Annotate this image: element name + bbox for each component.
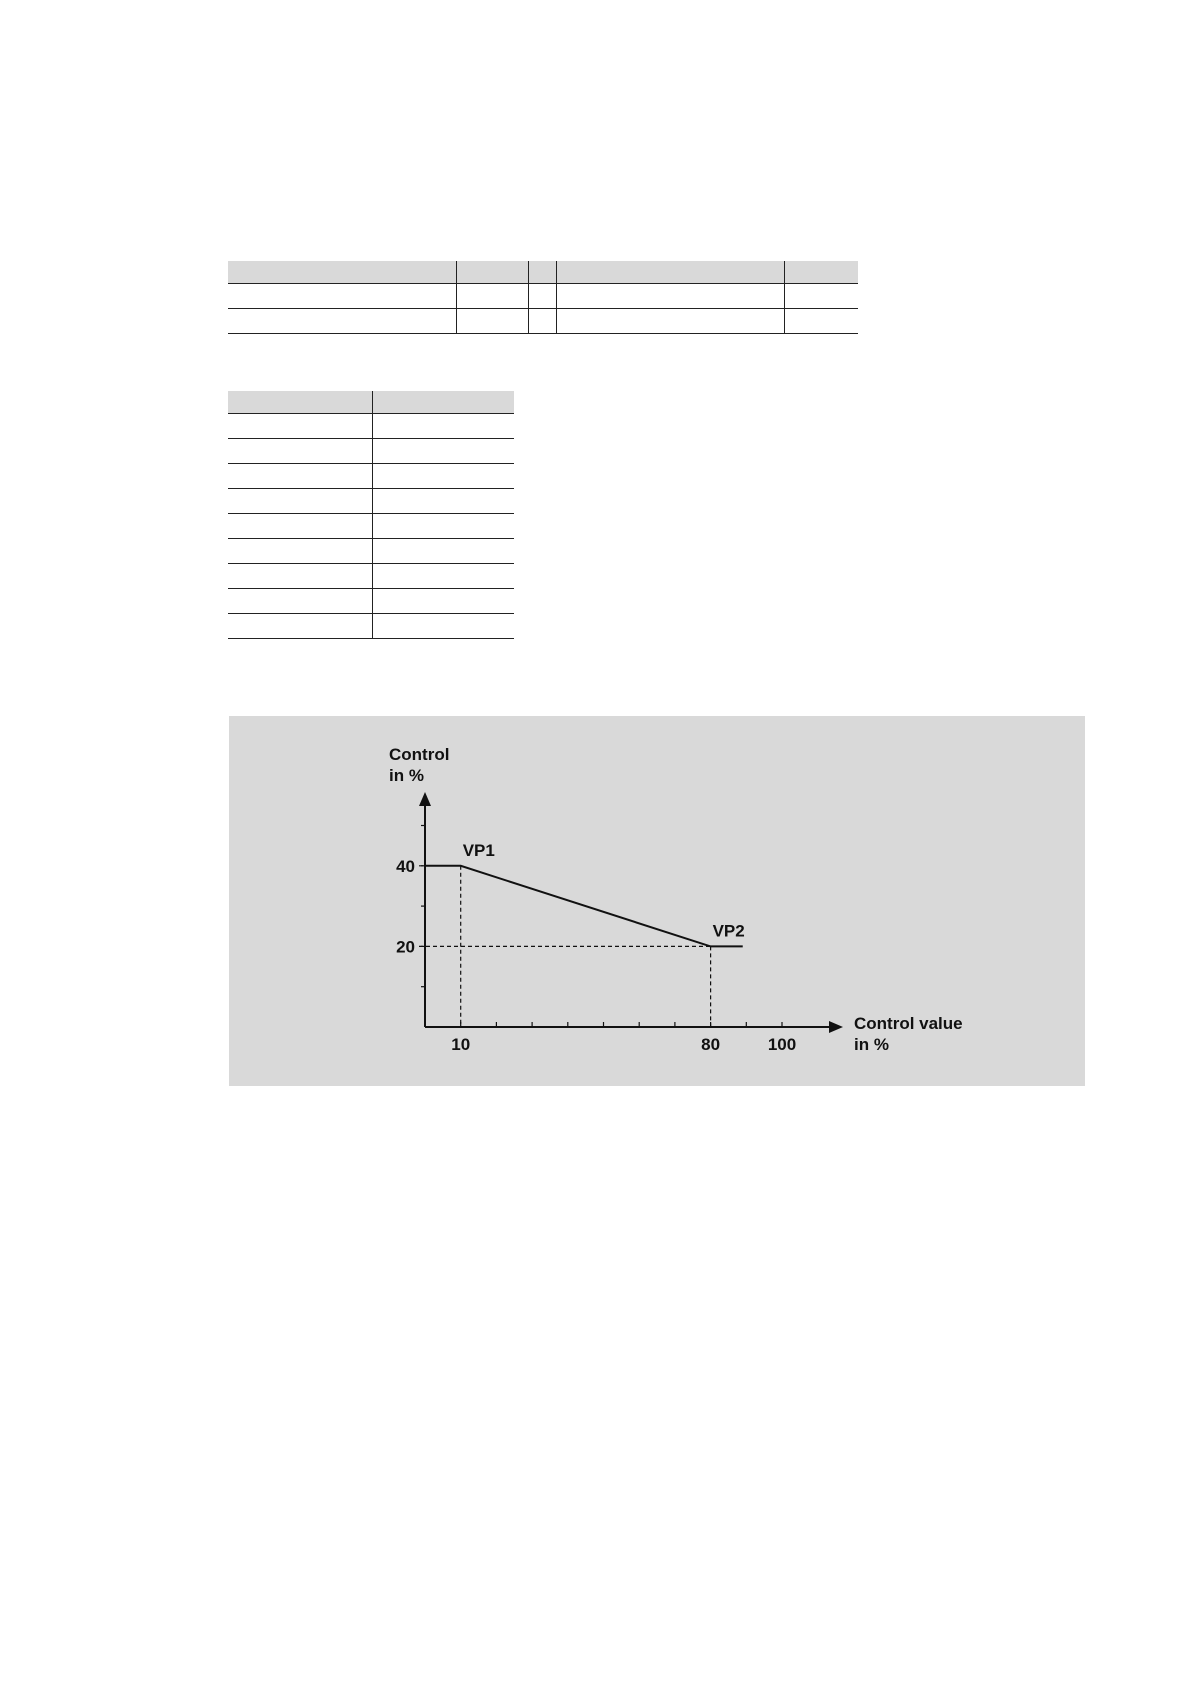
x-axis-arrow [829, 1021, 843, 1033]
point-label-vp1: VP1 [462, 840, 495, 860]
table-row [228, 309, 858, 334]
x-axis-label-line-1: Control value [854, 1014, 963, 1033]
table-row [228, 489, 514, 514]
y-axis-label-line-1: Control [389, 745, 450, 764]
y-tick-label: 40 [396, 856, 415, 876]
table-row [228, 414, 514, 439]
table-row [228, 589, 514, 614]
table-row [228, 514, 514, 539]
y-tick-label: 20 [396, 937, 415, 957]
series-line [425, 866, 743, 947]
x-tick-label: 100 [767, 1035, 797, 1054]
table-header-row [228, 391, 514, 414]
y-axis-arrow [419, 792, 431, 806]
table-row [228, 284, 858, 309]
table-row [228, 564, 514, 589]
x-axis-label-line-2: in % [854, 1035, 889, 1054]
chart-panel [229, 716, 1085, 1086]
y-axis-label-line-2: in % [389, 766, 424, 785]
table-row [228, 464, 514, 489]
table-row [228, 614, 514, 639]
parameter-table-top [228, 261, 858, 334]
value-table [228, 391, 514, 639]
point-label-vp2: VP2 [712, 921, 745, 941]
table-header-row [228, 261, 858, 284]
table-row [228, 439, 514, 464]
x-tick-label: 10 [451, 1035, 471, 1054]
x-tick-label: 80 [701, 1035, 721, 1054]
control-characteristic-chart [229, 716, 1085, 1086]
table-row [228, 539, 514, 564]
